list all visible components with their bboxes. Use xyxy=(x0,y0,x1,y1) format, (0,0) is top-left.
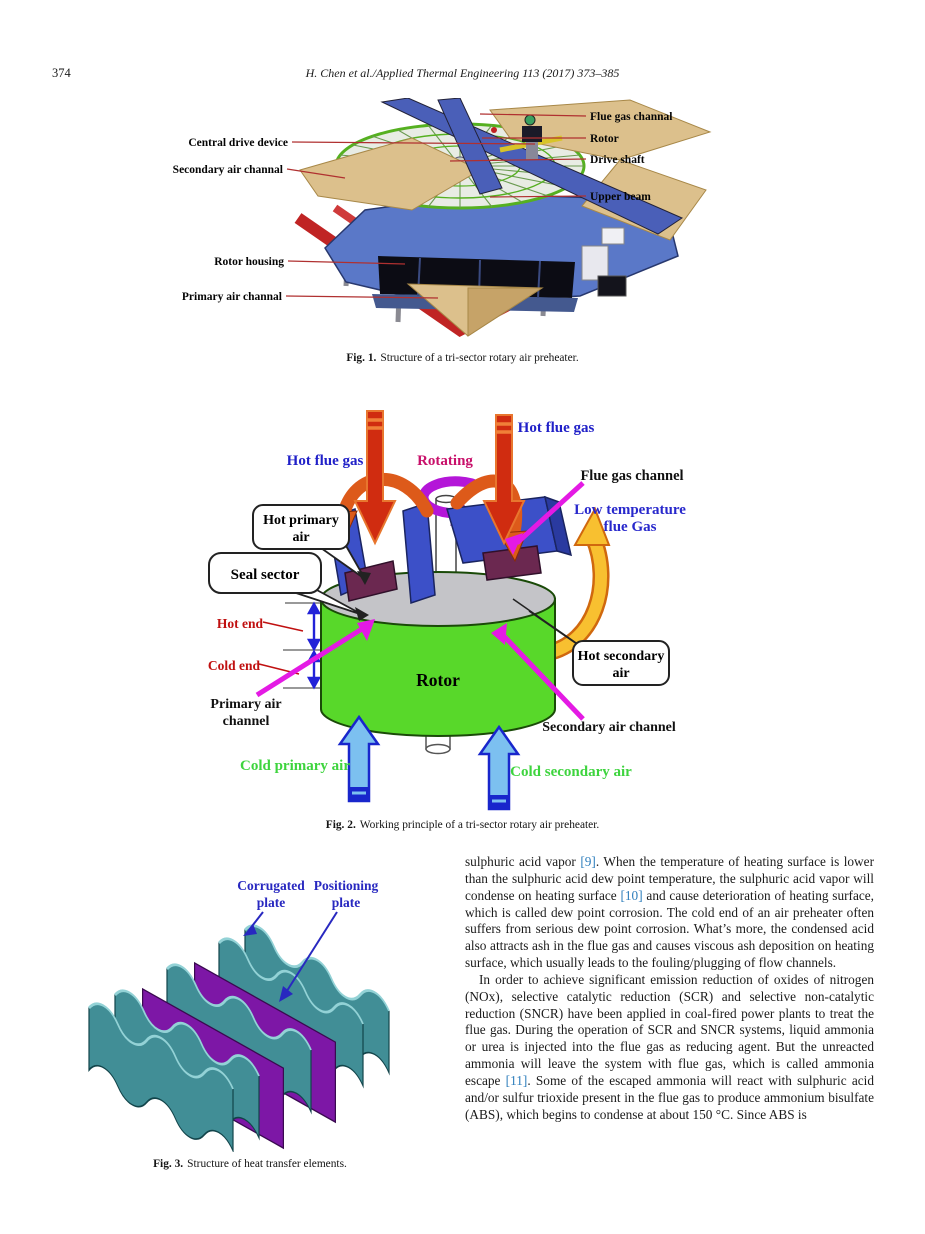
rotor-label: Rotor xyxy=(590,133,619,145)
citation-link-10[interactable]: [10] xyxy=(620,887,643,903)
figure2-image xyxy=(195,403,725,815)
hot-primary-air-label: Hot primary xyxy=(263,513,339,528)
flue-gas-channal-label: Flue gas channal xyxy=(590,111,673,123)
fig3-caption-text: Structure of heat transfer elements. xyxy=(187,1158,347,1170)
hot-flue-gas-right-label: Hot flue gas xyxy=(517,420,595,436)
hot-secondary-air-label: Hot secondary xyxy=(577,649,665,664)
body-text: and cause deterioration of heating surface, which is called dew point corrosion. The cold end of an air preheater often suffers from serious dew point corrosion. What’s more, the condensed acid also attracts ash in the flue gas and causes viscous ash deposition on heating surface, which usually leads to the fouling/plugging of flow channels. xyxy=(465,887,874,971)
hot-primary-air-label2: air xyxy=(292,530,310,545)
hot-secondary-air-label2: air xyxy=(612,666,630,681)
primary-air-channal-label: Primary air channal xyxy=(181,291,282,303)
flue-gas-channel-label: Flue gas channel xyxy=(580,468,684,484)
heat-transfer-plates xyxy=(89,920,389,1153)
low-temperature-label: Low temperature xyxy=(574,502,686,518)
upper-beam-label: Upper beam xyxy=(590,191,651,203)
low-temperature-label2: flue Gas xyxy=(603,519,657,535)
central-drive-device-label: Central drive device xyxy=(188,137,288,149)
cold-primary-air-label: Cold primary air xyxy=(240,758,350,774)
seal-sector-label: Seal sector xyxy=(230,567,300,583)
rotor-housing-label: Rotor housing xyxy=(214,256,284,268)
fig1-caption-label: Fig. 1. xyxy=(346,352,377,364)
paragraph xyxy=(465,854,874,972)
rotor-label: Rotor xyxy=(416,670,460,690)
secondary-air-channal-label: Secondary air channal xyxy=(172,164,283,176)
corrugated-plate-label: Corrugated xyxy=(237,878,305,893)
fig2-caption xyxy=(0,819,925,831)
figure3-image xyxy=(75,862,445,1152)
fig1-caption-text: Structure of a tri-sector rotary air preheater. xyxy=(380,352,579,364)
hot-flue-gas-left-label: Hot flue gas xyxy=(286,453,364,469)
body-text: . Some of the escaped ammonia will react with sulphuric acid and/or sulfur trioxide present in the flue gas to produce ammonium bisulfate (ABS), which begins to condense at about 150 °C. Since ABS is xyxy=(465,1072,874,1122)
cold-end-label: Cold end xyxy=(207,658,261,673)
body-text: In order to achieve significant emission reduction of oxides of nitrogen (NOx), selective catalytic reduction (SCR) and selective non-catalytic reduction (SNCR) have been applied in coal-fired power plants to treat the flue gas. During the operation of SCR and SNCR systems, liquid ammonia or urea is injected into the flue gas as reducing agent. But the unreacted ammonia will leave the system with flue gas, which is called ammonia escape xyxy=(465,971,874,1088)
fig2-caption-label: Fig. 2. xyxy=(325,819,356,831)
cold-secondary-air-label: Cold secondary air xyxy=(510,764,632,780)
primary-air-channel-label2: channel xyxy=(222,714,270,729)
rotating-label: Rotating xyxy=(417,453,473,469)
corrugated-plate-label2: plate xyxy=(256,895,286,910)
body-text-column xyxy=(465,854,874,1124)
fig3-caption-label: Fig. 3. xyxy=(153,1158,184,1170)
citation-link-11[interactable]: [11] xyxy=(505,1072,528,1088)
fig2-caption-text: Working principle of a tri-sector rotary air preheater. xyxy=(359,819,600,831)
body-text: sulphuric acid vapor xyxy=(465,854,581,869)
running-head: H. Chen et al./Applied Thermal Engineering 113 (2017) 373–385 xyxy=(305,66,620,80)
paragraph xyxy=(465,972,874,1124)
citation-link-9[interactable]: [9] xyxy=(580,854,596,869)
figure1-image xyxy=(150,98,730,348)
primary-air-channel-label: Primary air xyxy=(210,697,282,712)
drive-shaft-label: Drive shaft xyxy=(590,154,645,166)
page-number: 374 xyxy=(52,66,71,80)
secondary-air-channel-label: Secondary air channel xyxy=(542,720,676,735)
fig1-caption xyxy=(0,352,925,364)
hot-end-label: Hot end xyxy=(216,616,264,631)
positioning-plate-label2: plate xyxy=(331,895,361,910)
body-text: . When the temperature of heating surface is lower than the sulphuric acid dew point temperature, the sulphuric acid vapor will condense on heating surface xyxy=(465,854,874,903)
positioning-plate-label: Positioning xyxy=(313,878,379,893)
fig3-caption xyxy=(52,1158,448,1170)
